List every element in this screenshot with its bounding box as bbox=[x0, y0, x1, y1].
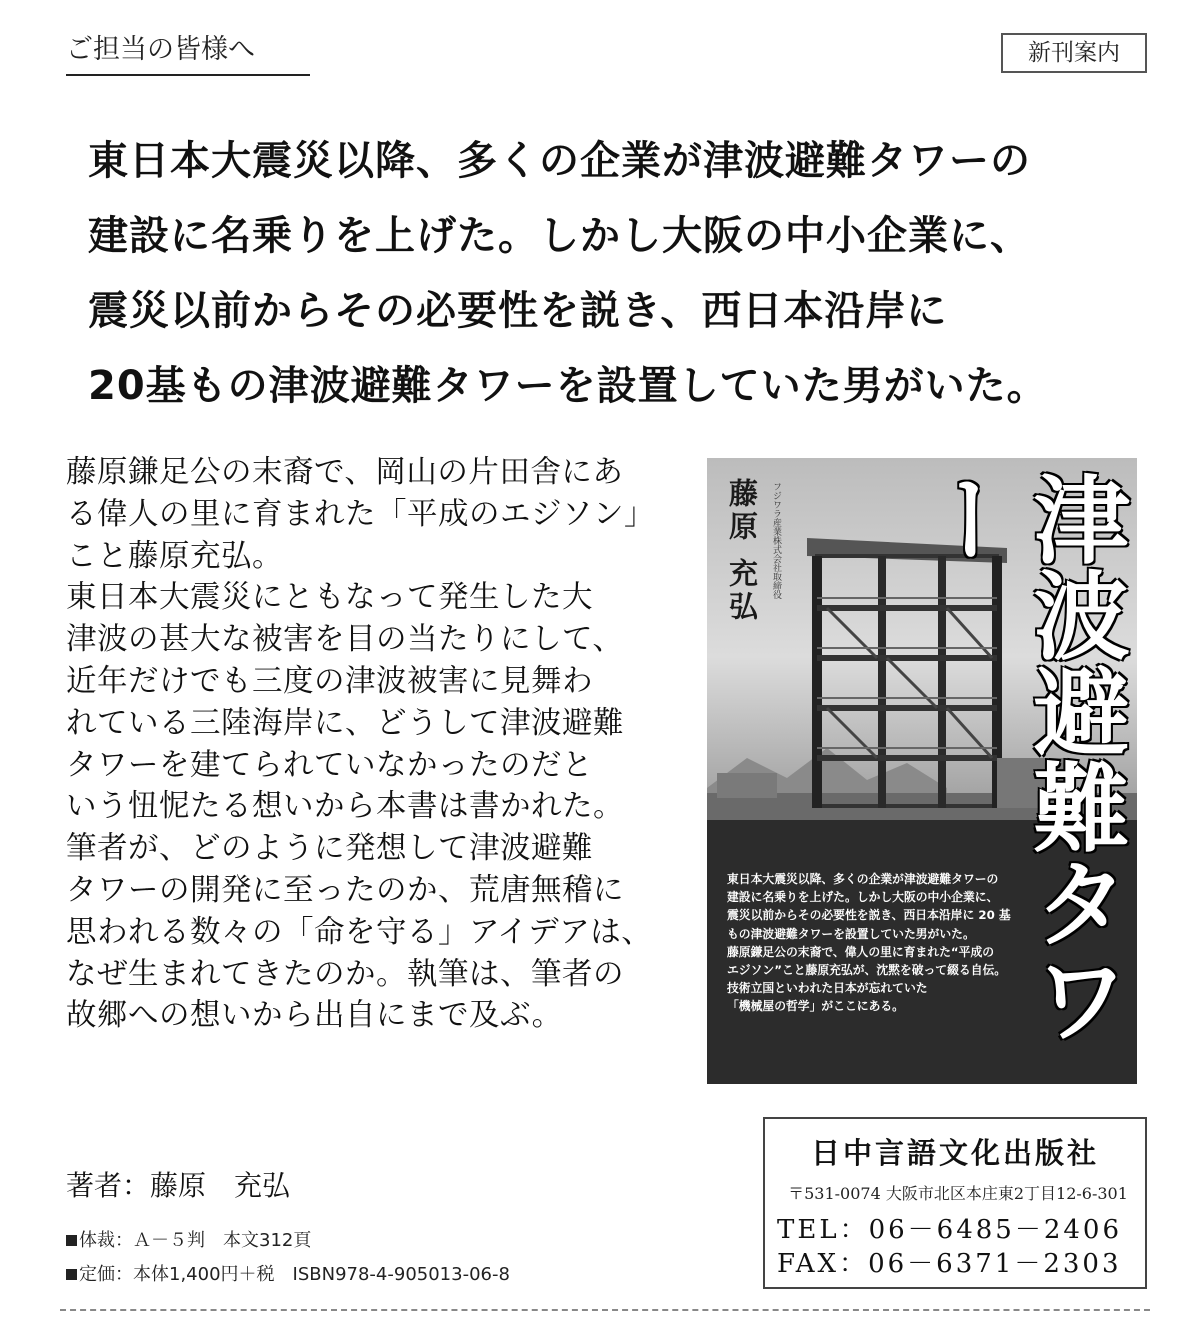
publisher-fax: FAX：06－6371－2303 bbox=[777, 1249, 1122, 1279]
body-line: れている三陸海岸に、どうして津波避難 bbox=[66, 705, 624, 741]
cover-blurb-line: エジソン”こと藤原充弘が、沈黙を破って綴る自伝。 bbox=[727, 963, 1007, 978]
body-line: る偉人の里に育まれた「平成のエジソン」 bbox=[66, 496, 655, 532]
headline bbox=[88, 124, 1148, 424]
cover-blurb-line: 技術立国といわれた日本が忘れていた bbox=[727, 981, 928, 996]
greeting-heading: ご担当の皆様へ bbox=[66, 32, 310, 76]
body-line: 近年だけでも三度の津波被害に見舞わ bbox=[66, 663, 593, 699]
spec-format-text: 体裁：Ａ－５判 本文312頁 bbox=[79, 1230, 312, 1251]
body-line: 東日本大震災にともなって発生した大 bbox=[66, 580, 593, 616]
bullet-square-icon bbox=[66, 1235, 77, 1246]
bullet-square-icon bbox=[66, 1269, 77, 1280]
spec-price bbox=[66, 1260, 510, 1286]
headline-line: 建設に名乗りを上げた。しかし大阪の中小企業に、 bbox=[88, 213, 1031, 259]
body-line: 故郷への想いから出自にまで及ぶ。 bbox=[66, 998, 563, 1034]
body-text bbox=[66, 452, 686, 1037]
cover-blurb-line: 「機械屋の哲学」がここにある。 bbox=[727, 999, 904, 1014]
publisher-address: 〒531-0074 大阪市北区本庄東2丁目12-6-301 bbox=[788, 1184, 1128, 1203]
publisher-tel: TEL：06－6485－2406 bbox=[777, 1215, 1123, 1245]
cover-blurb-line: 建設に名乗りを上げた。しかし大阪の中小企業に、 bbox=[727, 890, 999, 905]
cover-blurb-line: 東日本大震災以降、多くの企業が津波避難タワーの bbox=[727, 872, 999, 886]
headline-line: 20基もの津波避難タワーを設置していた男がいた。 bbox=[88, 363, 1048, 409]
body-line: タワーを建てられていなかったのだと bbox=[66, 747, 593, 783]
new-release-tag: 新刊案内 bbox=[1001, 33, 1147, 73]
body-line: 津波の甚大な被害を目の当たりにして、 bbox=[66, 622, 624, 658]
cover-title: 津波避難タワー bbox=[908, 470, 1130, 1046]
cover-blurb-line: もの津波避難タワーを設置していた男がいた。 bbox=[727, 926, 975, 941]
headline-line: 震災以前からその必要性を説き、西日本沿岸に bbox=[88, 288, 948, 334]
cover-author-affiliation: フジワラ産業株式会社取締役 bbox=[771, 482, 781, 599]
spec-price-text: 定価：本体1,400円＋税 ISBN978-4-905013-06-8 bbox=[79, 1264, 510, 1285]
author-credit: 著者：藤原 充弘 bbox=[66, 1169, 291, 1202]
body-line: なぜ生まれてきたのか。執筆は、筆者の bbox=[66, 956, 624, 992]
body-line: 筆者が、どのように発想して津波避難 bbox=[66, 831, 593, 867]
body-line: いう忸怩たる想いから本書は書かれた。 bbox=[66, 789, 624, 825]
body-line: 藤原鎌足公の末裔で、岡山の片田舎にあ bbox=[66, 455, 624, 490]
body-line: タワーの開発に至ったのか、荒唐無稽に bbox=[66, 872, 624, 908]
cover-blurb-line: 藤原鎌足公の末裔で、偉人の里に育まれた“平成の bbox=[727, 944, 995, 959]
book-cover bbox=[707, 458, 1137, 1084]
cut-line-divider bbox=[60, 1309, 1150, 1311]
body-line: 思われる数々の「命を守る」アイデアは、 bbox=[66, 914, 653, 950]
publisher-box bbox=[763, 1117, 1147, 1289]
cover-blurb-line: 震災以前からその必要性を説き、西日本沿岸に 20 基 bbox=[727, 908, 1011, 923]
publisher-name: 日中言語文化出版社 bbox=[810, 1136, 1099, 1170]
headline-line: 東日本大震災以降、多くの企業が津波避難タワーの bbox=[88, 138, 1031, 184]
body-line: こと藤原充弘。 bbox=[66, 538, 283, 574]
spec-format bbox=[66, 1226, 311, 1252]
cover-author: 藤原 充弘 bbox=[725, 478, 759, 625]
cover-blurb bbox=[727, 870, 1027, 1016]
